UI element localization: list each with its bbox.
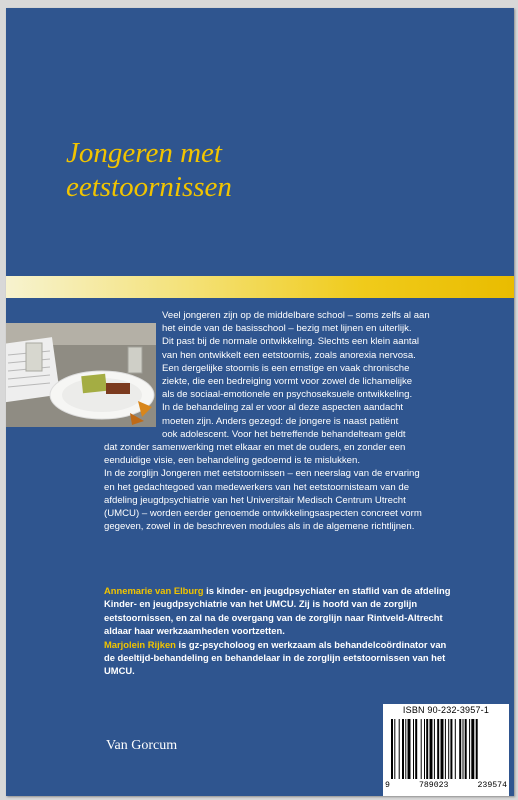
text-line: In de zorglijn Jongeren met eetstoornissen – een neerslag van de ervaring	[104, 468, 420, 480]
isbn-barcode-box	[383, 704, 509, 796]
barcode-bar	[415, 719, 417, 779]
text-line: als de sociaal-emotionele en psychoseksuele ontwikkeling.	[162, 389, 413, 401]
author-bios	[104, 584, 504, 678]
publisher-logo: Van Gorcum	[106, 738, 178, 753]
barcode-bar	[471, 719, 474, 779]
bio-text: is kinder- en jeugdpsychiater en staflid van de afdeling	[203, 585, 451, 596]
barcode-bar	[465, 719, 467, 779]
text-line: Een dergelijke stoornis is een ernstige en vaak chronische	[162, 362, 410, 374]
text-line: en het gedachtegoed van medewerkers van het eetstoornisteam van de	[104, 481, 410, 493]
bio-line: UMCU.	[104, 665, 135, 677]
barcode-bar	[399, 719, 400, 779]
barcode-bar	[408, 719, 411, 779]
isbn-label: ISBN 90-232-3957-1	[402, 705, 490, 715]
bio-line: Kinder- en jeugdpsychiatrie van het UMCU. Zij is hoofd van de zorglijn	[104, 598, 418, 610]
text-line: afdeling jeugdpsychiatrie van het Universitair Medisch Centrum Utrecht	[104, 494, 406, 506]
description-text	[104, 309, 504, 533]
barcode-bar	[448, 719, 449, 779]
barcode-bar	[441, 719, 444, 779]
title-line: eetstoornissen	[66, 171, 232, 203]
text-line: gegeven, zowel in de beschreven modules als in de algemene richtlijnen.	[104, 521, 415, 533]
barcode-bar	[434, 719, 435, 779]
barcode-bar	[437, 719, 439, 779]
barcode-bar	[405, 719, 406, 779]
barcode-bar	[445, 719, 446, 779]
barcode-bar	[426, 719, 428, 779]
bio-line	[104, 638, 504, 651]
barcode-bar	[476, 719, 478, 779]
text-line: het einde van de basisschool – bezig met lijnen en uiterlijk.	[162, 323, 412, 335]
barcode-bar	[391, 719, 393, 779]
bio-line: de deeltijd-behandeling en behandelaar in de zorglijn eetstoornissen van het	[104, 652, 446, 664]
barcode-digit-group: 789023	[418, 781, 449, 790]
indented-paragraph	[104, 309, 504, 441]
barcode-digit-group: 239574	[477, 781, 507, 790]
title-line: Jongeren met	[66, 137, 222, 169]
barcode-bar	[459, 719, 461, 779]
text-line: eenduidige visie, een behandeling gedoemd is te mislukken.	[104, 455, 361, 467]
barcode-bar	[430, 719, 433, 779]
barcode-bar	[469, 719, 470, 779]
barcode-digit-group: 9	[385, 781, 390, 790]
glass-left	[26, 343, 42, 371]
barcode-bar	[421, 719, 422, 779]
barcode-bar	[450, 719, 452, 779]
text-line: (UMCU) – worden eerder genoemde ontwikkelingsaspecten concreet vorm	[104, 508, 422, 520]
barcode-bar	[463, 719, 464, 779]
text-line: dat zonder samenwerking met elkaar en met de ouders, en zonder een	[104, 442, 406, 454]
barcode-bar	[413, 719, 414, 779]
text-line: Dit past bij de normale ontwikkeling. Slechts een klein aantal	[162, 336, 420, 348]
bio-text: is gz-psycholoog en werkzaam als behandelcoördinator van	[175, 638, 447, 650]
author-name: Annemarie van Elburg	[104, 585, 204, 596]
book-title	[66, 136, 232, 204]
barcode-bar	[424, 719, 425, 779]
text-line: In de behandeling zal er voor al deze aspecten aandacht	[162, 402, 404, 414]
bio-line	[104, 584, 504, 597]
barcode-bar	[394, 719, 395, 779]
full-width-paragraph	[104, 441, 504, 533]
text-line: ook adolescent. Voor het betreffende behandelteam geldt	[162, 428, 406, 440]
text-line: ziekte, die een bedreiging vormt voor zowel de lichamelijke	[162, 376, 413, 388]
text-line: van hen ontwikkelt een eetstoornis, zoals anorexia nervosa.	[162, 349, 416, 361]
yellow-gradient-band	[6, 276, 514, 298]
bio-line: aldaar haar werkzaamheden voortzetten.	[104, 625, 285, 637]
bio-line: eetstoornissen, en zal na de overgang van de zorglijn naar Rintveld-Altrecht	[104, 611, 443, 623]
text-line: moeten zijn. Anders gezegd: de jongere is naast patiënt	[162, 415, 399, 427]
barcode-bar	[402, 719, 404, 779]
barcode-bar	[455, 719, 456, 779]
text-line: Veel jongeren zijn op de middelbare school – soms zelfs al aan	[162, 310, 430, 321]
author-name: Marjolein Rijken	[104, 638, 176, 650]
book-back-cover	[6, 8, 514, 796]
barcode-digits	[385, 781, 507, 790]
barcode	[391, 719, 501, 779]
